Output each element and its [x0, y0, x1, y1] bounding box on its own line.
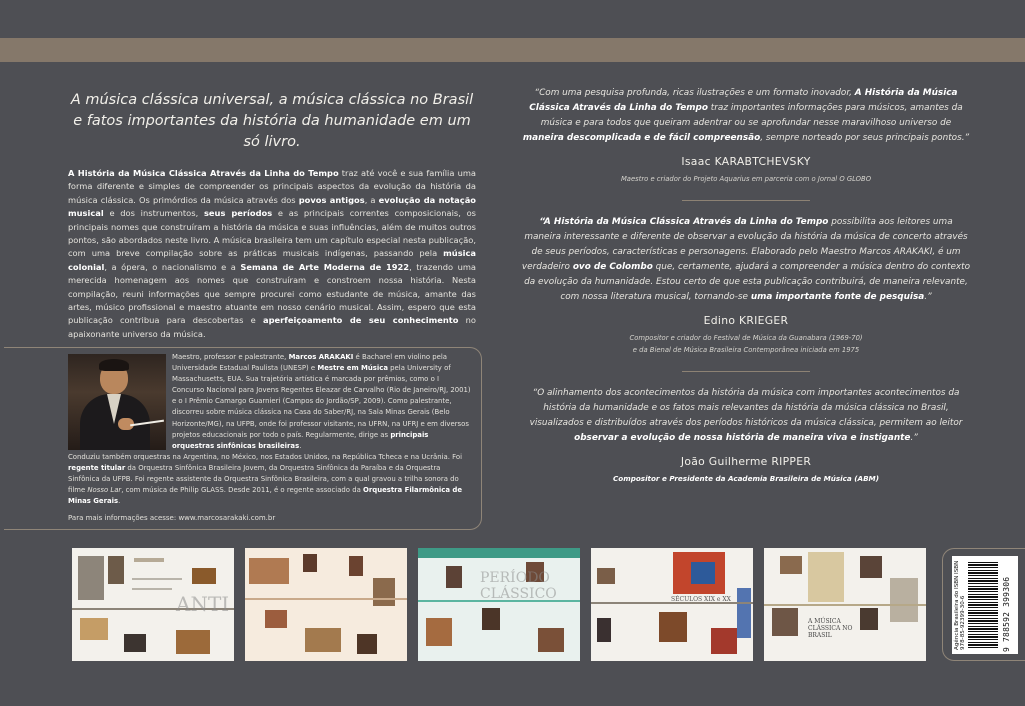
page-preview-heading: A MÚSICA CLÁSSICA NO BRASIL [808, 618, 853, 639]
quote-part: , sempre norteado por seus principais pontos.” [760, 133, 970, 143]
top-band [0, 38, 1025, 62]
quote-part: “O alinhamento dos acontecimentos da história da música com importantes acontecimentos da história da humanidade e os fatos mais relevantes da história da música clássica no Brasil, visualizados e distribuídos através dos períodos históricos da música clássica, permitem ao leitor [529, 388, 963, 428]
bio-text: . [118, 497, 121, 506]
quote-part: .” [924, 292, 932, 302]
author-bio-text [172, 352, 472, 452]
bio-text: da Orquestra Sinfônica Brasileira Jovem, da Orquestra Sinfônica da Paraíba e da Orquestra Sinfônica da UFPB. Foi regente assistente da Orquestra Sinfônica Brasileira, com a qual gravou a trilha sonora do filme [68, 464, 459, 495]
intro-text: e dos instrumentos, [103, 208, 204, 219]
intro-text: , a [364, 194, 379, 205]
page-preview-thumbnail [764, 548, 926, 661]
bio-highlight: Mestre em Música [317, 364, 388, 373]
author-name: Marcos ARAKAKI [288, 353, 354, 361]
divider [682, 371, 810, 372]
intro-highlight: seus períodos [203, 208, 273, 219]
intro-highlight: evolução da notação musical [68, 194, 476, 219]
bio-text: é Bacharel em violino pela Universidade Estadual Paulista (UNESP) e [172, 353, 448, 373]
bio-text: , com música de Philip GLASS. Desde 2011, é o regente associado da [121, 486, 363, 495]
author-website-line: Para mais informações acesse: www.marcosarakaki.com.br [68, 514, 276, 522]
bio-text: pela University of Massachusetts, EUA. Sua trajetória artística é marcada por prêmios, como o I Concurso Nacional para Jovens Regentes Eleazar de Carvalho (Rio de Janeiro/RJ, 2001) e o I Prêmio Camargo Guarnieri (Campos do Jordão/SP, 2009). Como palestrante, discorreu sobre música clássica na Casa do Saber/RJ, na Sala Minas Gerais (Belo Horizonte/MG), na UFPB, onde foi professor visitante, na UFRN, na UFRJ e em diversos projetos educacionais por todo o país. Regularmente, dirige as [172, 364, 471, 439]
divider [682, 200, 810, 201]
intro-text: e as principais correntes composicionais, os principais nomes que construíram a história da música e suas influências, além de muitos outros pontos, são abordados neste livro. A música brasileira tem um capítulo especial nesta publicação, com uma breve compilação sobre as práticas musicais indígenas, passando pela [68, 208, 476, 259]
book-title: A História da Música Clássica Através da Linha do Tempo [68, 168, 339, 178]
tagline: A música clássica universal, a música clássica no Brasil e fatos importantes da história da humanidade em um só livro. [70, 92, 474, 150]
quote-text [520, 86, 972, 146]
intro-text: , a ópera, o nacionalismo e a [104, 261, 241, 272]
quote-highlight: “A História da Música Clássica Através da Linha do Tempo [539, 217, 829, 227]
quote-part: possibilita aos leitores uma maneira interessante e diferente de observar a evolução da história da música de concerto através de seus períodos, características e personagens. Elaborado pelo Maestro Marcos ARAKAKI, é um verdadeiro [521, 217, 968, 272]
intro-text: no apaixonante universo da música. [68, 315, 476, 339]
page-preview-heading: ANTI [176, 592, 230, 616]
intro-highlight: povos antigos [298, 194, 365, 205]
role-line: Compositor e criador do Festival de Música da Guanabara (1969-70) [629, 334, 863, 342]
testimonial [520, 386, 972, 485]
quote-highlight: uma importante fonte de pesquisa [750, 292, 925, 302]
bio-text: Maestro, professor e palestrante, [172, 353, 289, 361]
testimonial [520, 86, 972, 185]
page-preview-thumbnail [418, 548, 580, 661]
quote-author: Isaac KARABTCHEVSKY [681, 155, 811, 168]
quote-highlight: observar a evolução de nossa história de maneira viva e instigante [574, 433, 911, 443]
bio-highlight: Orquestra Filarmônica de Minas Gerais [68, 486, 463, 506]
page-preview-thumbnail [591, 548, 753, 661]
quote-highlight: A História da Música Clássica Através da Linha do Tempo [529, 88, 958, 113]
quote-part: que, certamente, ajudará a compreender a música dentro do contexto da evolução da humanidade. Estou certo de que esta publicação contribuirá, de maneira relevante, com nossa literatura musical, tornando-se [524, 262, 971, 302]
left-column [68, 90, 476, 341]
bio-text: . [299, 441, 302, 450]
isbn-barcode [952, 556, 1018, 654]
intro-highlight: aperfeiçoamento de seu conhecimento [262, 315, 459, 326]
testimonials [520, 86, 972, 485]
bio-text: Conduziu também orquestras na Argentina, no México, nos Estados Unidos, na República Tcheca e na Ucrânia. Foi [68, 453, 462, 461]
intro-text: traz até você e sua família uma forma diferente e simples de compreender os principais aspectos da evolução da história da música clássica. Os primórdios da música através dos [68, 168, 476, 205]
author-bio-continued [68, 452, 472, 507]
bio-highlight: regente titular [68, 464, 126, 473]
page-preview-thumbnail [245, 548, 407, 661]
quote-text [520, 215, 972, 305]
page-preview-thumbnail [72, 548, 234, 661]
testimonial [520, 215, 972, 356]
quote-author-role: Compositor e Presidente da Academia Brasileira de Música (ABM) [613, 474, 879, 483]
isbn-label: Agência Brasileira do ISBN ISBN 978-85-92399-30-6 [954, 560, 966, 650]
quote-author-role: Maestro e criador do Projeto Aquarius em parceria com o Jornal O GLOBO [620, 175, 872, 183]
intro-highlight: música colonial [68, 248, 476, 272]
quote-part: “Com uma pesquisa profunda, ricas ilustrações e um formato inovador, [534, 88, 855, 98]
quote-part: traz importantes informações para músicos, amantes da música e para todos que queiram adentrar ou se aprofundar nesse maravilhoso universo de [540, 103, 963, 128]
intro-highlight: Semana de Arte Moderna de 1922 [240, 261, 410, 272]
quote-highlight: ovo de Colombo [572, 262, 653, 272]
isbn-digits: 9 788592 399306 [1002, 576, 1011, 652]
quote-highlight: maneira descomplicada e de fácil compreensão [522, 133, 761, 143]
film-title: Nosso Lar [87, 486, 122, 495]
page-preview-heading: SÉCULOS XIX e XX [671, 596, 731, 603]
intro-paragraph [68, 167, 476, 341]
intro-text: , trazendo uma merecida homenagem aos nomes que construíram e constroem nossa história. Nesta compilação, reuni informações que sempre procurei como estudante de música, amante das artes, músico profissional e maestro atuante em nosso cenário musical. Assim, espero que esta publicação contribua para descobertas e [68, 261, 477, 326]
role-line: e da Bienal de Música Brasileira Contemporânea iniciada em 1975 [632, 346, 860, 354]
bio-highlight: principais orquestras sinfônicas brasileiras [172, 430, 429, 450]
page-preview-heading: PERÍODO CLÁSSICO [480, 570, 557, 602]
author-photo [68, 354, 166, 450]
quote-text [520, 386, 972, 446]
quote-author: Edino KRIEGER [703, 314, 789, 327]
quote-part: .” [910, 433, 918, 443]
barcode-bars [968, 562, 998, 648]
quote-author: João Guilherme RIPPER [680, 455, 812, 468]
quote-author-role [520, 332, 972, 356]
